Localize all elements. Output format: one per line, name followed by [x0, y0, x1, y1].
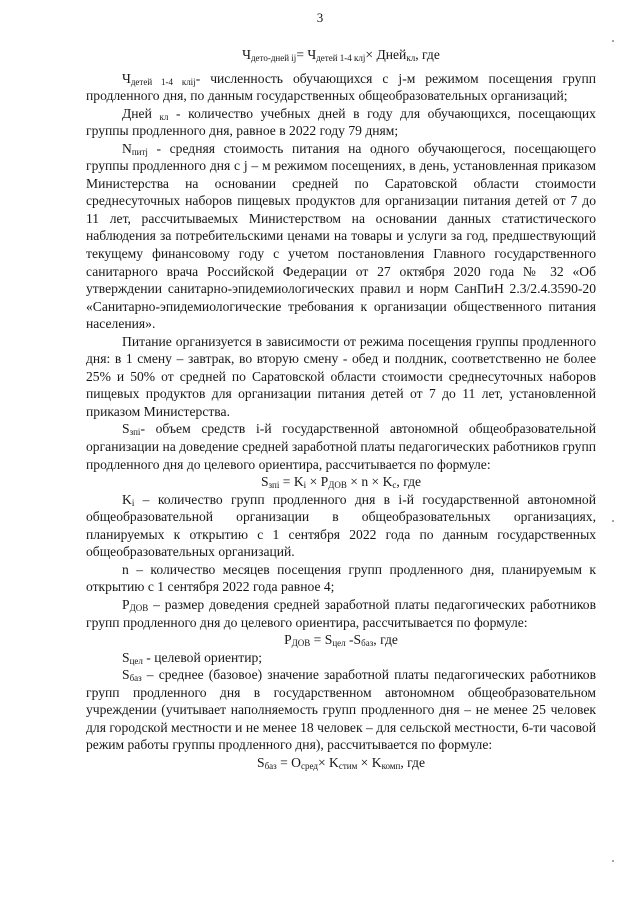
text-run: × K: [357, 754, 382, 770]
subscript: сред: [300, 760, 318, 771]
text-run: , где: [373, 632, 398, 648]
subscript: детей 1-4 клij: [130, 76, 196, 87]
text-run: , где: [396, 474, 422, 490]
paragraph: [86, 491, 596, 561]
text-run: P: [122, 596, 130, 612]
text-run: × K: [317, 754, 339, 770]
text-run: S: [257, 754, 265, 770]
paragraph: [86, 70, 596, 105]
text-run: × n × K: [346, 474, 393, 490]
text-run: Дней: [122, 105, 160, 121]
text-run: , где: [400, 754, 425, 770]
subscript: дето-дней ij: [250, 53, 297, 63]
formula: [86, 46, 596, 64]
text-run: = K: [279, 474, 304, 490]
paragraph: [86, 649, 596, 667]
text-run: Ч: [122, 70, 131, 86]
text-run: × P: [306, 474, 329, 490]
subscript: питj: [131, 146, 148, 157]
formula: [86, 754, 596, 772]
text-run: S: [122, 649, 130, 665]
text-run: = O: [276, 754, 301, 770]
text-run: – среднее (базовое) значение заработной платы педагогических работников групп продленного дня в государственном автономном общеобразовательном учреждении (учитывает наполняемость групп продленного дня – не менее 25 человек для городской местности и не менее 18 человек – для сельской местности, 6-ти часовой режим работы группы продленного дня), рассчитывается по формуле:: [86, 667, 596, 753]
text-run: - численность обучающихся с j-м режимом посещения групп продленного дня, по данным государственных общеобразовательных организаций;: [86, 70, 596, 104]
subscript: стим: [338, 760, 358, 771]
text-run: - количество учебных дней в году для обучающихся, посещающих группы продленного дня, равное в 2022 году 79 дням;: [86, 105, 596, 139]
scan-artifact: [612, 40, 614, 42]
text-run: S: [260, 474, 269, 490]
subscript: баз: [264, 760, 277, 771]
paragraph: [86, 105, 596, 140]
text-run: K: [122, 491, 132, 507]
subscript: зпi: [268, 480, 280, 491]
text-run: Ч: [242, 47, 251, 62]
text-run: , где: [415, 47, 440, 62]
subscript: ДОВ: [291, 638, 311, 649]
page-number: 3: [316, 10, 324, 25]
subscript: c: [392, 480, 397, 491]
subscript: баз: [361, 638, 374, 649]
text-run: N: [122, 140, 132, 156]
subscript: ДОВ: [129, 602, 149, 613]
paragraph: [86, 561, 596, 596]
paragraph: [86, 596, 596, 631]
text-run: - объем средств i-й государственной автономной общеобразовательной организации на доведение средней заработной платы педагогических работников групп продленного дня до целевого ориентира, рассчитывается по формуле:: [86, 421, 596, 472]
subscript: кл: [159, 111, 169, 122]
subscript: комп: [381, 760, 401, 771]
paragraph: [86, 140, 596, 333]
formula: [86, 473, 596, 491]
subscript: i: [303, 480, 307, 491]
scan-artifact: [612, 860, 614, 862]
text-run: = Ч: [296, 47, 317, 62]
text-run: – размер доведения средней заработной платы педагогических работников групп продленного дня до целевого ориентира, рассчитывается по формуле:: [86, 596, 596, 630]
subscript: цел: [332, 638, 346, 649]
paragraph: [86, 420, 596, 473]
subscript: баз: [129, 673, 142, 684]
text-run: - средняя стоимость питания на одного обучающегося, посещающего группы продленного дня с j – м режимом посещениях, в день, установленная приказом Министерства на основании средней по Саратовской области стоимости среднесуточных наборов пищевых продуктов для организации питания детей от 7 до 11 лет, рассчитываемых Министерством на основании данных статистического наблюдения за потребительскими ценами на товары и услуги за год, предшествующий текущему финансовому году с учетом постановления Главного государственного санитарного врача Российской Федерации от 27 октября 2020 года № 32 «Об утверждении санитарно-эпидемиологических правил и норм СанПиН 2.3/2.4.3590-20 «Санитарно-эпидемиологические требования к организации общественного питания населения».: [86, 140, 596, 332]
text-run: = S: [310, 632, 333, 648]
subscript: кл: [406, 53, 416, 63]
text-run: – количество групп продленного дня в i-й государственной автономной общеобразовательной организации в общеобразовательных организациях, планируемых к открытию с 1 сентября 2022 года по данным государственных общеобразовательных организаций.: [86, 491, 596, 560]
formula: [86, 631, 596, 649]
text-run: n – количество месяцев посещения групп продленного дня, планируемым к открытию с 1 сентября 2022 года равное 4;: [86, 561, 596, 595]
text-run: - целевой ориентир;: [142, 649, 263, 665]
text-run: S: [122, 667, 130, 683]
subscript: i: [131, 497, 135, 508]
text-run: Питание организуется в зависимости от режима посещения группы продленного дня: в 1 смену – завтрак, во вторую смену - обед и полдник, соответственно не более 25% и 50% от средней по Саратовской области стоимости среднесуточных наборов пищевых продуктов для организации питания детей от 7 до 11 лет, установленной приказом Министерства.: [86, 333, 596, 419]
subscript: детей 1-4 клj: [316, 53, 366, 63]
text-run: -S: [345, 632, 362, 648]
subscript: цел: [129, 655, 143, 666]
document-body: [86, 46, 596, 771]
subscript: зпi: [129, 427, 141, 438]
subscript: ДОВ: [328, 480, 347, 491]
scan-artifact: [612, 520, 614, 522]
paragraph: [86, 333, 596, 421]
text-run: S: [122, 421, 130, 437]
text-run: × Дней: [365, 47, 407, 62]
paragraph: [86, 666, 596, 754]
text-run: P: [284, 632, 292, 648]
